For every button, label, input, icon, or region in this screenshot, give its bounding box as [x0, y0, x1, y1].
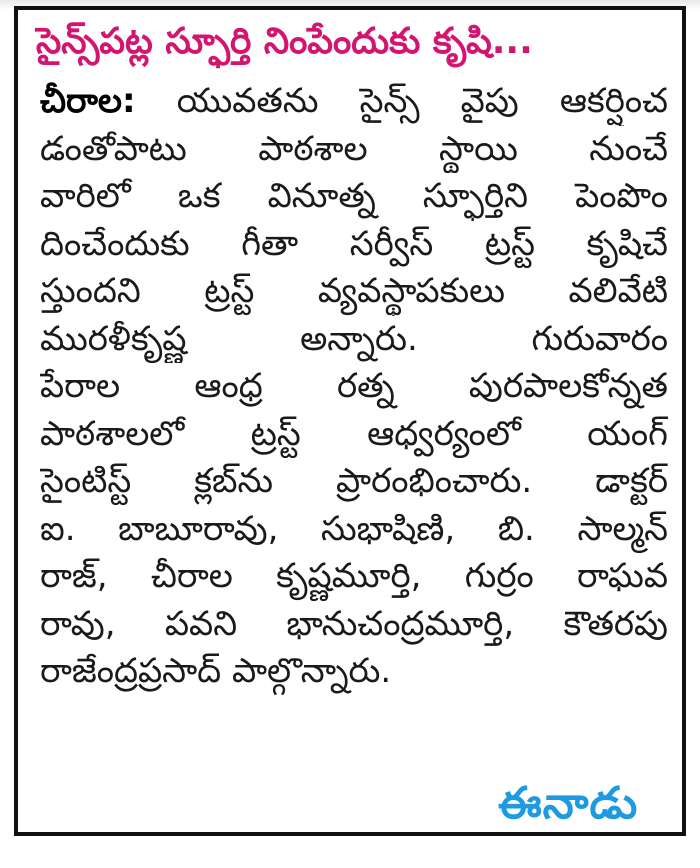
body-line: ఐ. బాబూరావు, సుభాషిణి, బి. సాల్మన్: [40, 508, 668, 549]
article-dateline: చీరాల:: [40, 81, 136, 121]
article-body: [40, 78, 668, 696]
body-line: మురళీకృష్ణ అన్నారు. గురువారం: [40, 318, 668, 359]
body-line: డంతోపాటు పాఠశాల స్థాయి నుంచే: [40, 128, 668, 169]
body-line: వారిలో ఒక వినూత్న స్ఫూర్తిని పెంపొం: [40, 176, 668, 216]
body-line: దించేందుకు గీతా సర్వీస్ ట్రస్ట్ కృషిచే: [40, 223, 668, 264]
body-line: పాఠశాలలో ట్రస్ట్ ఆధ్వర్యంలో యంగ్: [40, 413, 668, 454]
body-line-text: యువతను సైన్స్ వైపు ఆకర్షించ: [176, 81, 668, 121]
eenadu-logo: ఈనాడు: [494, 776, 642, 832]
body-line: [40, 78, 668, 126]
article-headline: సైన్స్‌పట్ల స్ఫూర్తి నింపేందుకు కృషి...: [36, 21, 533, 62]
body-line: రావు, పవని భానుచంద్రమూర్తి, కౌతరపు: [40, 603, 668, 644]
clipping-bottom-edge: [0, 836, 700, 868]
body-line: పేరాల ఆంధ్ర రత్న పురపాలకోన్నత: [40, 366, 668, 406]
body-line: రాజేంద్రప్రసాద్ పాల్గొన్నారు.: [40, 651, 392, 691]
body-line: సైంటిస్ట్ క్లబ్‌ను ప్రారంభించారు. డాక్టర్: [40, 461, 668, 501]
body-line: రాజ్, చీరాల కృష్ణమూర్తి, గుర్రం రాఘవ: [40, 556, 668, 596]
body-line: స్తుందని ట్రస్ట్ వ్యవస్థాపకులు వలివేటి: [40, 271, 668, 311]
